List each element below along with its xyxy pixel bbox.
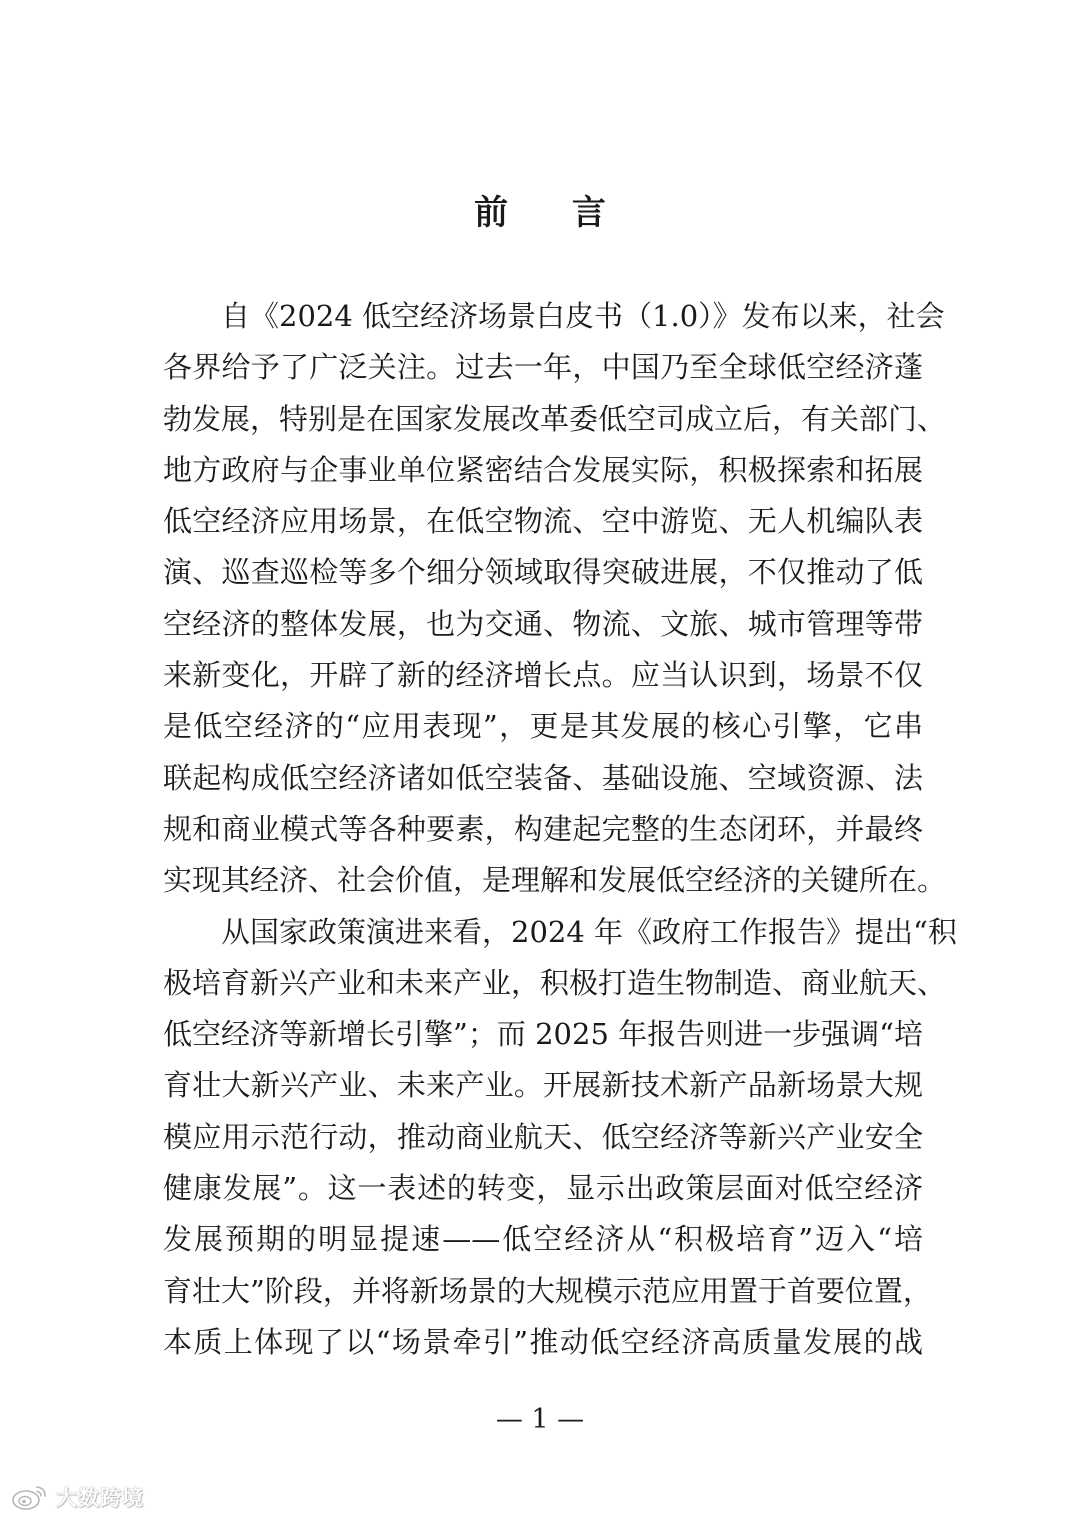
text-line: 是低空经济的“应用表现”，更是其发展的核心引擎，它串: [163, 709, 923, 744]
text-line: 从国家政策演进来看，2024 年《政府工作报告》提出“积: [221, 914, 957, 949]
text-line: 低空经济等新增长引擎”；而 2025 年报告则进一步强调“培: [163, 1017, 923, 1052]
text-line: 勃发展，特别是在国家发展改革委低空司成立后，有关部门、: [163, 401, 947, 436]
text-line: 空经济的整体发展，也为交通、物流、文旅、城市管理等带: [163, 606, 923, 641]
text-line: 模应用示范行动，推动商业航天、低空经济等新兴产业安全: [163, 1119, 923, 1154]
text-line: 各界给予了广泛关注。过去一年，中国乃至全球低空经济蓬: [163, 350, 923, 385]
watermark-text: 大数跨境: [56, 1486, 144, 1510]
text-line: 联起构成低空经济诸如低空装备、基础设施、空域资源、法: [163, 760, 923, 795]
text-line: 极培育新兴产业和未来产业，积极打造生物制造、商业航天、: [163, 965, 947, 1000]
text-line: 本质上体现了以“场景牵引”推动低空经济高质量发展的战: [163, 1324, 923, 1359]
text-line: 规和商业模式等各种要素，构建起完整的生态闭环，并最终: [163, 811, 923, 846]
text-line: 发展预期的明显提速——低空经济从“积极培育”迈入“培: [163, 1222, 923, 1257]
document-body: [163, 291, 957, 1368]
text-line: 实现其经济、社会价值，是理解和发展低空经济的关键所在。: [163, 863, 947, 898]
text-line: 低空经济应用场景，在低空物流、空中游览、无人机编队表: [163, 504, 923, 539]
paragraph-2: [163, 907, 957, 1369]
paragraph-1: [163, 291, 947, 907]
text-line: 育壮大”阶段，并将新场景的大规模示范应用置于首要位置，: [163, 1273, 932, 1308]
text-line: 自《2024 低空经济场景白皮书（1.0）》发布以来，社会: [221, 299, 945, 333]
text-line: 地方政府与企事业单位紧密结合发展实际，积极探索和拓展: [163, 452, 923, 487]
page-number: — 1 —: [495, 1404, 585, 1435]
text-line: 健康发展”。这一表述的转变，显示出政策层面对低空经济: [163, 1171, 923, 1206]
text-line: 演、巡查巡检等多个细分领域取得突破进展，不仅推动了低: [163, 555, 923, 590]
text-line: 育壮大新兴产业、未来产业。开展新技术新产品新场景大规: [163, 1068, 923, 1103]
weibo-logo-icon: [10, 1482, 50, 1512]
watermark: [10, 1482, 144, 1512]
page-title: 前 言: [474, 193, 632, 233]
text-line: 来新变化，开辟了新的经济增长点。应当认识到，场景不仅: [163, 658, 923, 693]
